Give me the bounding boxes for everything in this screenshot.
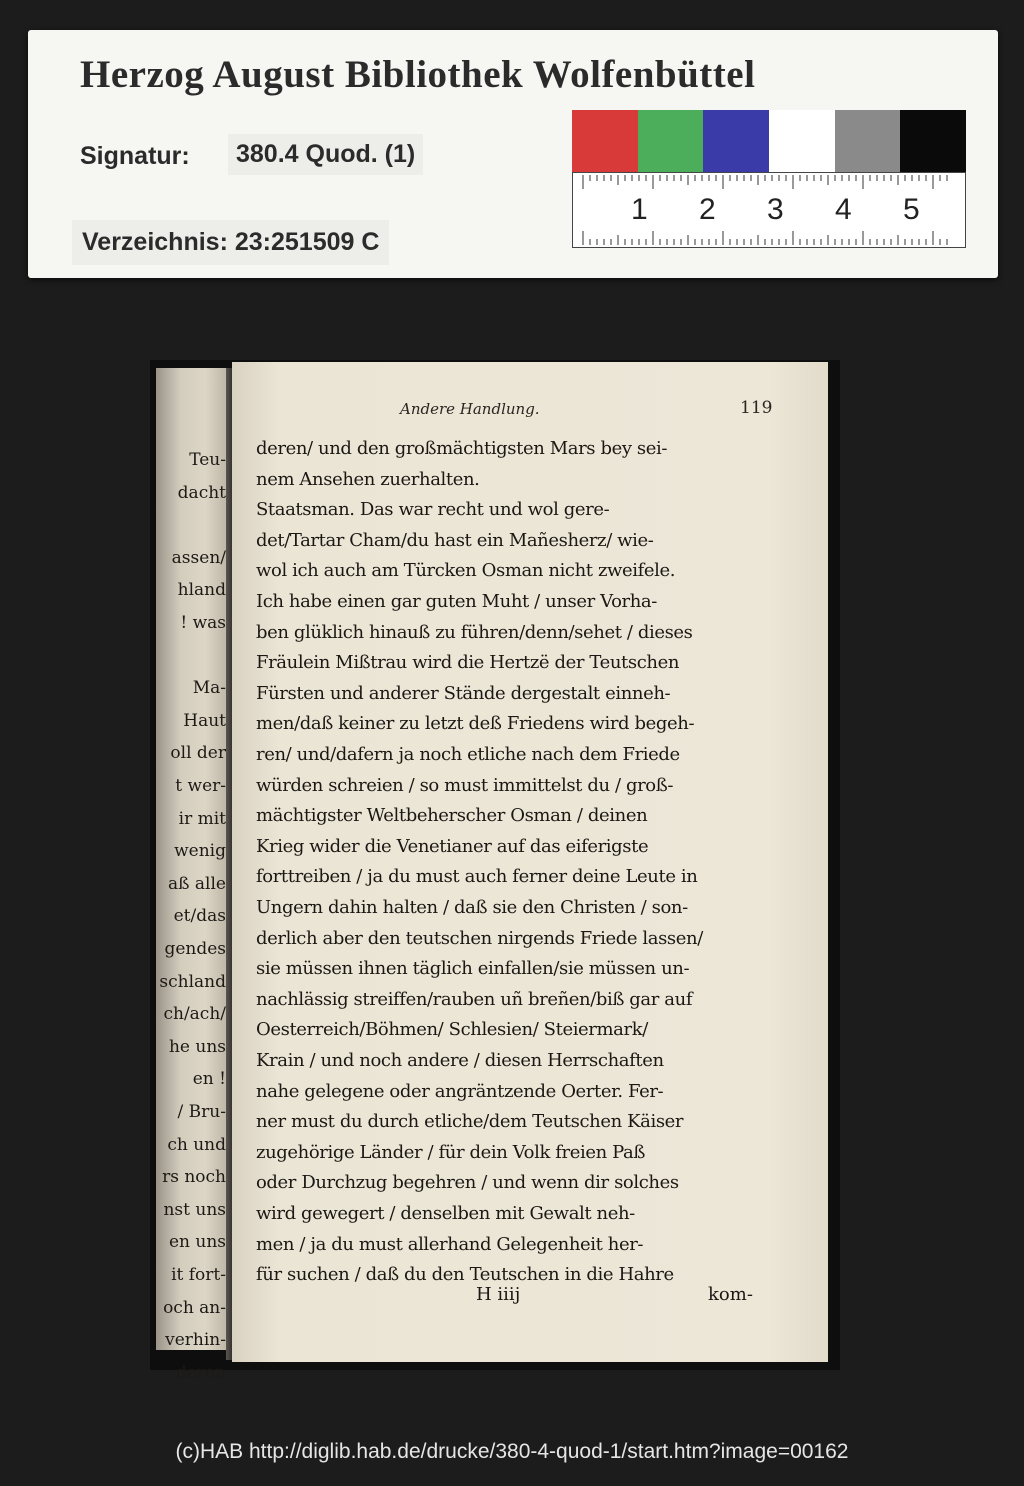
- text-line: wird gewegert / denselben mit Gewalt neh-: [256, 1203, 635, 1224]
- text-line: nahe gelegene oder angräntzende Oerter. Fer-: [256, 1080, 664, 1102]
- left-page-line: Ma-: [192, 678, 226, 699]
- left-page-line: dacht: [177, 482, 226, 503]
- signatur-value: 380.4 Quod. (1): [228, 134, 423, 175]
- left-page-line: rs noch: [162, 1167, 226, 1188]
- library-title: Herzog August Bibliothek Wolfenbüttel: [80, 53, 756, 96]
- text-line: oder Durchzug begehren / und wenn dir solches: [256, 1172, 679, 1194]
- swatch-blue: [703, 110, 769, 172]
- signature-mark: H iiij: [476, 1284, 521, 1305]
- text-line: Krain / und noch andere / diesen Herrschaften: [256, 1050, 664, 1071]
- left-page-line: nst uns: [163, 1199, 226, 1220]
- ruler-number: 4: [835, 193, 852, 226]
- left-page-line: t wer-: [175, 776, 226, 796]
- copyright-footer: (c)HAB http://diglib.hab.de/drucke/380-4-quod-1/start.htm?image=00162: [175, 1440, 849, 1463]
- left-page-line: wenig: [174, 841, 226, 862]
- left-page-line: Teu-: [189, 450, 226, 470]
- text-line: wol ich auch am Türcken Osman nicht zweifele.: [256, 560, 676, 582]
- left-page-line: schland: [159, 971, 226, 992]
- right-page: [232, 362, 828, 1362]
- left-page-line: he uns: [168, 1036, 226, 1057]
- left-page-line: en !: [192, 1069, 226, 1090]
- left-page-line: en uns: [168, 1232, 226, 1253]
- text-line: sie müssen ihnen täglich einfallen/sie müssen un-: [256, 958, 690, 980]
- text-line: für suchen / daß du den Teutschen in die Hahre: [256, 1264, 674, 1286]
- text-line: Fräulein Mißtrau wird die Hertzë der Teutschen: [256, 652, 680, 674]
- left-page-line: deren: [175, 1362, 226, 1383]
- left-page-line: oll der: [170, 743, 226, 764]
- left-page-line: it fort-: [171, 1265, 226, 1285]
- text-line: men/daß keiner zu letzt deß Friedens wird begeh-: [256, 713, 695, 735]
- text-line: ben glüklich hinauß zu führen/denn/sehet / dieses: [256, 621, 693, 643]
- running-head: Andere Handlung.: [400, 400, 540, 418]
- swatch-gray: [835, 110, 901, 172]
- text-line: Ungern dahin halten / daß sie den Christen / son-: [256, 897, 688, 918]
- text-line: Ich habe einen gar guten Muht / unser Vorha-: [256, 591, 657, 612]
- swatch-green: [638, 110, 704, 172]
- swatch-white: [769, 110, 835, 172]
- catchword: kom-: [708, 1284, 753, 1305]
- text-line: Fürsten und anderer Stände dergestalt einneh-: [256, 682, 671, 704]
- left-page-line: ir mit: [178, 808, 226, 829]
- text-line: forttreiben / ja du must auch ferner deine Leute in: [256, 866, 698, 888]
- text-line: Oesterreich/Böhmen/ Schlesien/ Steiermark/: [256, 1019, 648, 1041]
- swatch-black: [900, 110, 966, 172]
- ruler-number: 2: [699, 193, 716, 226]
- text-line: det/Tartar Cham/du hast ein Mañesherz/ wie-: [256, 529, 654, 551]
- text-line: ner must du durch etliche/dem Teutschen Käiser: [256, 1111, 684, 1133]
- left-page-line: aß alle: [168, 873, 226, 894]
- ruler-number: 5: [903, 193, 920, 226]
- text-line: würden schreien / so must immittelst du / groß-: [256, 774, 674, 796]
- left-page-line: verhin-: [165, 1330, 226, 1351]
- text-line: ren/ und/dafern ja noch etliche nach dem Friede: [256, 744, 680, 765]
- signatur-label: Signatur:: [80, 142, 190, 170]
- text-line: nachlässig streiffen/rauben uñ breñen/biß gar auf: [256, 988, 693, 1010]
- left-page-line: och an-: [163, 1297, 226, 1318]
- left-page-line: / Bru-: [177, 1102, 226, 1122]
- ruler-number: 3: [767, 193, 784, 226]
- left-page-line: ch/ach/: [163, 1004, 226, 1025]
- swatch-red: [572, 110, 638, 172]
- library-card: [28, 30, 998, 278]
- text-line: Staatsman. Das war recht und wol gere-: [256, 499, 610, 521]
- left-page: [156, 368, 226, 1383]
- left-page-line: ch und: [167, 1134, 226, 1155]
- text-line: mächtigster Weltbeherscher Osman / deinen: [256, 805, 648, 827]
- text-line: nem Ansehen zuerhalten.: [256, 468, 480, 490]
- text-line: men / ja du must allerhand Gelegenheit her-: [256, 1233, 644, 1255]
- left-page-line: assen/: [171, 547, 226, 568]
- ruler-number: 1: [631, 193, 648, 226]
- text-line: derlich aber den teutschen nirgends Friede lassen/: [256, 927, 703, 949]
- text-line: Krieg wider die Venetianer auf das eiferigste: [256, 835, 649, 857]
- left-page-line: Haut: [183, 710, 226, 731]
- text-line: zugehörige Länder / für dein Volk freien Paß: [256, 1141, 645, 1163]
- text-line: deren/ und den großmächtigsten Mars bey sei-: [256, 438, 668, 459]
- left-page-line: gendes: [164, 939, 226, 959]
- color-swatches: [572, 110, 966, 172]
- left-page-line: ! was: [180, 613, 226, 633]
- verzeichnis-label: Verzeichnis: 23:251509 C: [72, 220, 389, 265]
- left-page-line: et/das: [173, 906, 226, 927]
- page-number: 119: [740, 398, 773, 418]
- left-page-line: hland: [177, 580, 226, 601]
- scale-ruler: [572, 172, 966, 248]
